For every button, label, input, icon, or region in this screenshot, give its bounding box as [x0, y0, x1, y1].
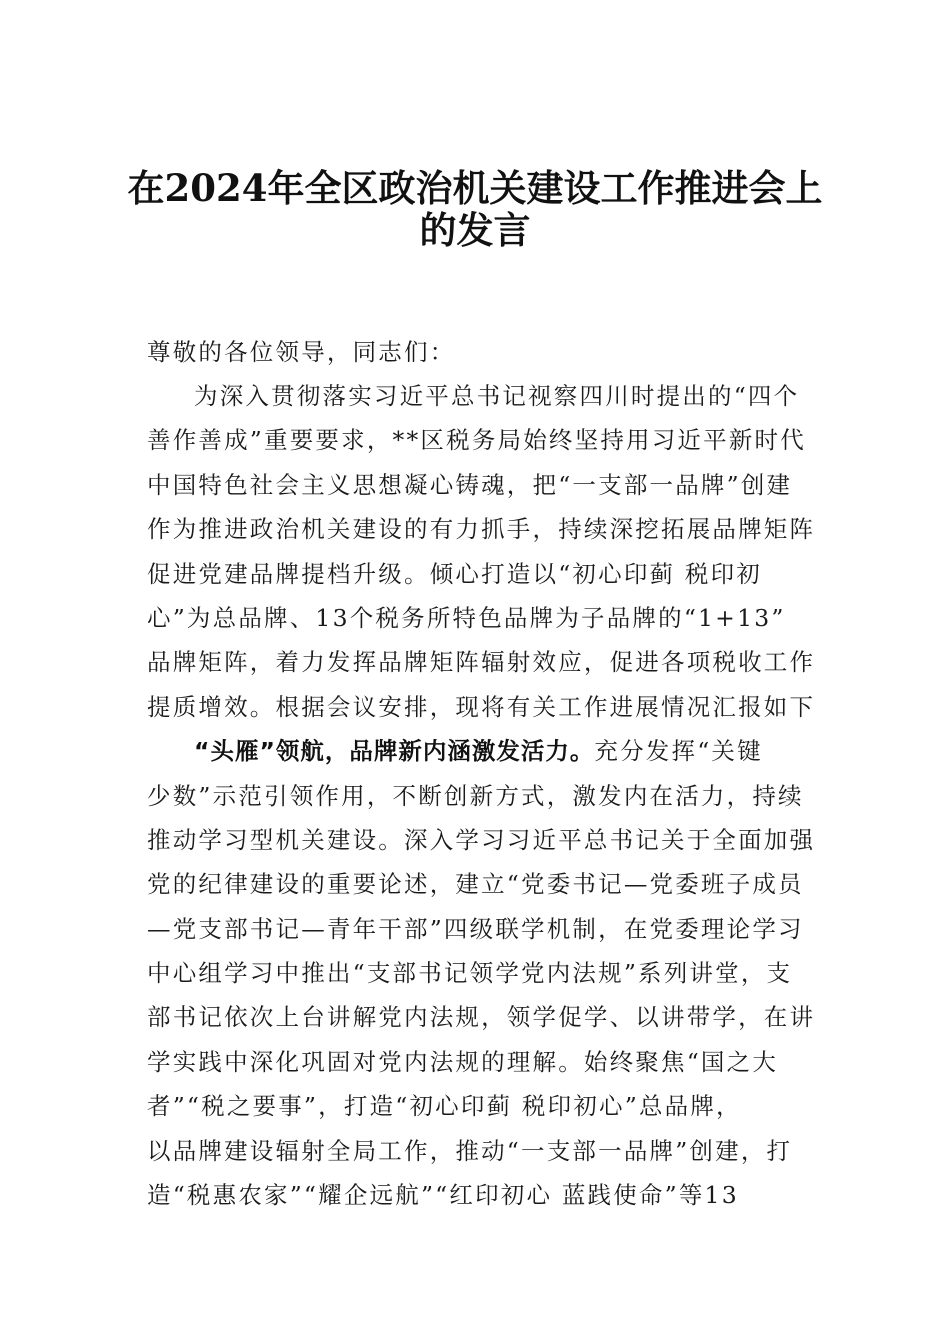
paragraph-2-line: 学实践中深化巩固对党内法规的理解。始终聚焦“国之大	[147, 1047, 779, 1076]
document-title-line-1: 在2024年全区政治机关建设工作推进会上	[127, 166, 823, 210]
paragraph-1-line: 作为推进政治机关建设的有力抓手，持续深挖拓展品牌矩阵	[147, 515, 816, 544]
greeting	[147, 330, 817, 374]
paragraph-1-line: 提质增效。根据会议安排，现将有关工作进展情况汇报如下	[147, 692, 816, 721]
paragraph-2-line: 中心组学习中推出“支部书记领学党内法规”系列讲堂，支	[147, 959, 793, 988]
document-title-line-2-text: 的发言	[419, 208, 531, 252]
paragraph-2-line: 部书记依次上台讲解党内法规，领学促学、以讲带学，在讲	[147, 1003, 816, 1032]
document-title-line-2	[120, 200, 830, 260]
paragraph-1-line: 中国特色社会主义思想凝心铸魂，把“一支部一品牌”创建	[147, 470, 793, 499]
paragraph-2-line: 造“税惠农家”“耀企远航”“红印初心 蓝践使命”等13	[147, 1181, 739, 1210]
paragraph-2-first-line	[147, 729, 817, 773]
paragraph-1-line: 促进党建品牌提档升级。倾心打造以“初心印蓟 税印初	[147, 559, 762, 588]
paragraph-2-line: 党的纪律建设的重要论述，建立“党委书记—党委班子成员	[147, 870, 804, 899]
paragraph-1	[147, 374, 817, 1217]
paragraph-2-first-line-rest: 充分发挥“关键	[594, 737, 763, 766]
paragraph-1-line: 品牌矩阵，着力发挥品牌矩阵辐射效应，促进各项税收工作	[147, 648, 816, 677]
paragraph-2-line: 少数”示范引领作用，不断创新方式，激发内在活力，持续	[147, 781, 804, 810]
paragraph-2-line: 推动学习型机关建设。深入学习习近平总书记关于全面加强	[147, 825, 816, 854]
greeting-text: 尊敬的各位领导，同志们：	[147, 338, 456, 366]
paragraph-1-line: 心”为总品牌、13个税务所特色品牌为子品牌的“1+13”	[147, 603, 786, 632]
paragraph-1-line: 为深入贯彻落实习近平总书记视察四川时提出的“四个	[194, 382, 800, 410]
section-heading: “头雁”领航，品牌新内涵激发活力。	[194, 737, 595, 766]
paragraph-2-line: 者”“税之要事”，打造“初心印蓟 税印初心”总品牌，	[147, 1092, 742, 1121]
paragraph-1-line: 善作善成”重要要求，**区税务局始终坚持用习近平新时代	[147, 426, 806, 455]
paragraph-2-line: 以品牌建设辐射全局工作，推动“一支部一品牌”创建，打	[147, 1136, 793, 1165]
paragraph-2-line: —党支部书记—青年干部”四级联学机制，在党委理论学习	[147, 914, 804, 943]
